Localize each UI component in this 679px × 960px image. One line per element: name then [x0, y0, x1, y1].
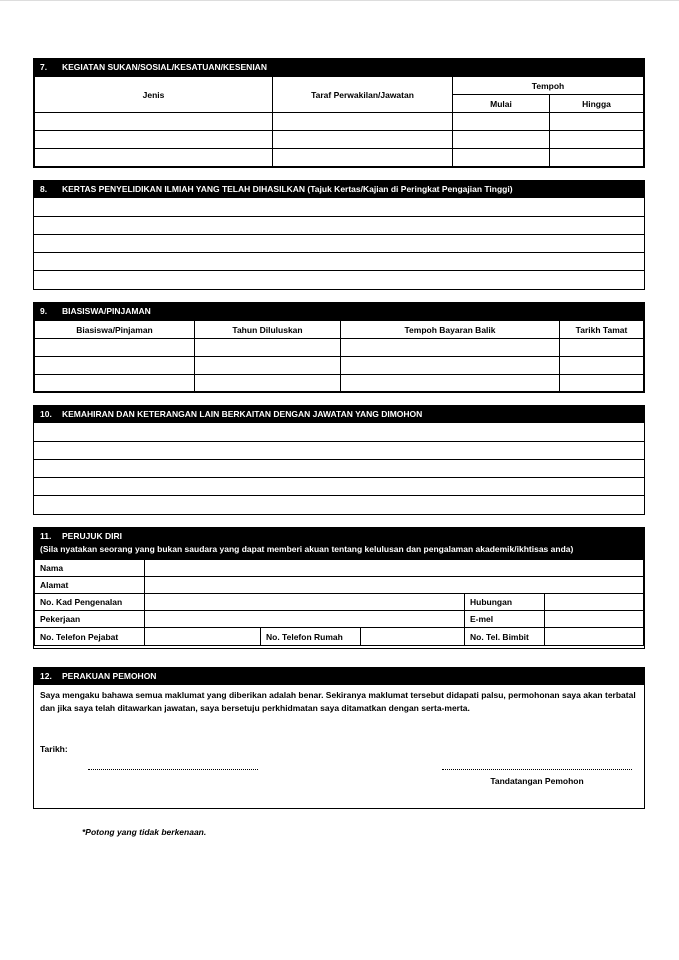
research-lines — [34, 198, 644, 288]
section-11-header — [34, 528, 644, 559]
kad-pengenalan-field[interactable] — [145, 594, 465, 611]
section-11-title: PERUJUK DIRI — [62, 531, 122, 541]
write-line[interactable] — [34, 198, 644, 216]
col-taraf: Taraf Perwakilan/Jawatan — [273, 77, 453, 113]
table-row — [35, 357, 644, 375]
table-row — [35, 131, 644, 149]
signature-label: Tandatangan Pemohon — [490, 776, 584, 786]
col-tahun: Tahun Diluluskan — [195, 321, 341, 339]
tarikh-label: Tarikh: — [40, 744, 68, 754]
section-9-number: 9. — [40, 306, 48, 316]
write-line[interactable] — [34, 495, 644, 513]
col-hingga: Hingga — [550, 95, 644, 113]
section-10-header — [34, 406, 644, 423]
write-line[interactable] — [34, 234, 644, 252]
section-12-header — [34, 668, 644, 685]
col-tarikh-tamat: Tarikh Tamat — [560, 321, 644, 339]
section-11-number: 11. — [40, 531, 52, 541]
scholarship-table — [34, 320, 644, 392]
section-12 — [33, 667, 645, 809]
section-7-header — [34, 59, 644, 76]
label-tel-rumah: No. Telefon Rumah — [261, 628, 361, 646]
declaration-text: Saya mengaku bahawa semua maklumat yang diberikan adalah benar. Sekiranya maklumat tersebut didapati palsu, permohonan saya akan terbatal dan jika saya telah ditawarkan jawatan, saya bersetuju perkhidmatan saya ditamatkan dengan serta-merta. — [40, 690, 636, 713]
section-10-title: KEMAHIRAN DAN KETERANGAN LAIN BERKAITAN DENGAN JAWATAN YANG DIMOHON — [62, 409, 423, 419]
footnote: *Potong yang tidak berkenaan. — [82, 827, 207, 837]
alamat-field[interactable] — [145, 577, 644, 594]
referee-table — [34, 559, 644, 646]
section-9-title: BIASISWA/PINJAMAN — [62, 306, 151, 316]
label-tel-bimbit: No. Tel. Bimbit — [465, 628, 545, 646]
label-nama: Nama — [35, 560, 145, 577]
col-biasiswa: Biasiswa/Pinjaman — [35, 321, 195, 339]
write-line[interactable] — [34, 441, 644, 459]
emel-field[interactable] — [545, 611, 644, 628]
label-pekerjaan: Pekerjaan — [35, 611, 145, 628]
section-11 — [33, 527, 645, 649]
signature-line[interactable] — [442, 769, 632, 770]
tarikh-line[interactable] — [88, 769, 258, 770]
tel-pejabat-field[interactable] — [145, 628, 261, 646]
section-9 — [33, 302, 645, 393]
label-tel-pejabat: No. Telefon Pejabat — [35, 628, 145, 646]
activities-table — [34, 76, 644, 167]
section-8 — [33, 180, 645, 290]
table-row — [35, 113, 644, 131]
section-8-number: 8. — [40, 184, 48, 194]
write-line[interactable] — [34, 459, 644, 477]
write-line[interactable] — [34, 252, 644, 270]
col-tempoh: Tempoh — [453, 77, 644, 95]
write-line[interactable] — [34, 477, 644, 495]
pekerjaan-field[interactable] — [145, 611, 465, 628]
table-row — [35, 375, 644, 392]
section-10 — [33, 405, 645, 515]
write-line[interactable] — [34, 216, 644, 234]
nama-field[interactable] — [145, 560, 644, 577]
section-7-number: 7. — [40, 62, 48, 72]
section-8-header — [34, 181, 644, 198]
table-row — [35, 149, 644, 167]
page-top-rule — [0, 0, 679, 1]
col-tempoh-bayaran: Tempoh Bayaran Balik — [341, 321, 560, 339]
label-alamat: Alamat — [35, 577, 145, 594]
section-9-header — [34, 303, 644, 320]
table-row — [35, 339, 644, 357]
skills-lines — [34, 423, 644, 513]
col-mulai: Mulai — [453, 95, 550, 113]
col-jenis: Jenis — [35, 77, 273, 113]
hubungan-field[interactable] — [545, 594, 644, 611]
section-7-title: KEGIATAN SUKAN/SOSIAL/KESATUAN/KESENIAN — [62, 62, 267, 72]
section-8-title: KERTAS PENYELIDIKAN ILMIAH YANG TELAH DIHASILKAN (Tajuk Kertas/Kajian di Peringkat Pengajian Tinggi) — [62, 184, 513, 194]
write-line[interactable] — [34, 270, 644, 288]
label-emel: E-mel — [465, 611, 545, 628]
section-10-number: 10. — [40, 409, 52, 419]
write-line[interactable] — [34, 423, 644, 441]
section-7 — [33, 58, 645, 168]
label-hubungan: Hubungan — [465, 594, 545, 611]
label-kad-pengenalan: No. Kad Pengenalan — [35, 594, 145, 611]
tel-rumah-field[interactable] — [361, 628, 465, 646]
section-12-number: 12. — [40, 671, 52, 681]
section-12-title: PERAKUAN PEMOHON — [62, 671, 157, 681]
section-11-subtitle: (Sila nyatakan seorang yang bukan saudara yang dapat memberi akuan tentang kelulusan dan pengalaman akademik/ikhtisas anda) — [40, 544, 574, 554]
tel-bimbit-field[interactable] — [545, 628, 644, 646]
